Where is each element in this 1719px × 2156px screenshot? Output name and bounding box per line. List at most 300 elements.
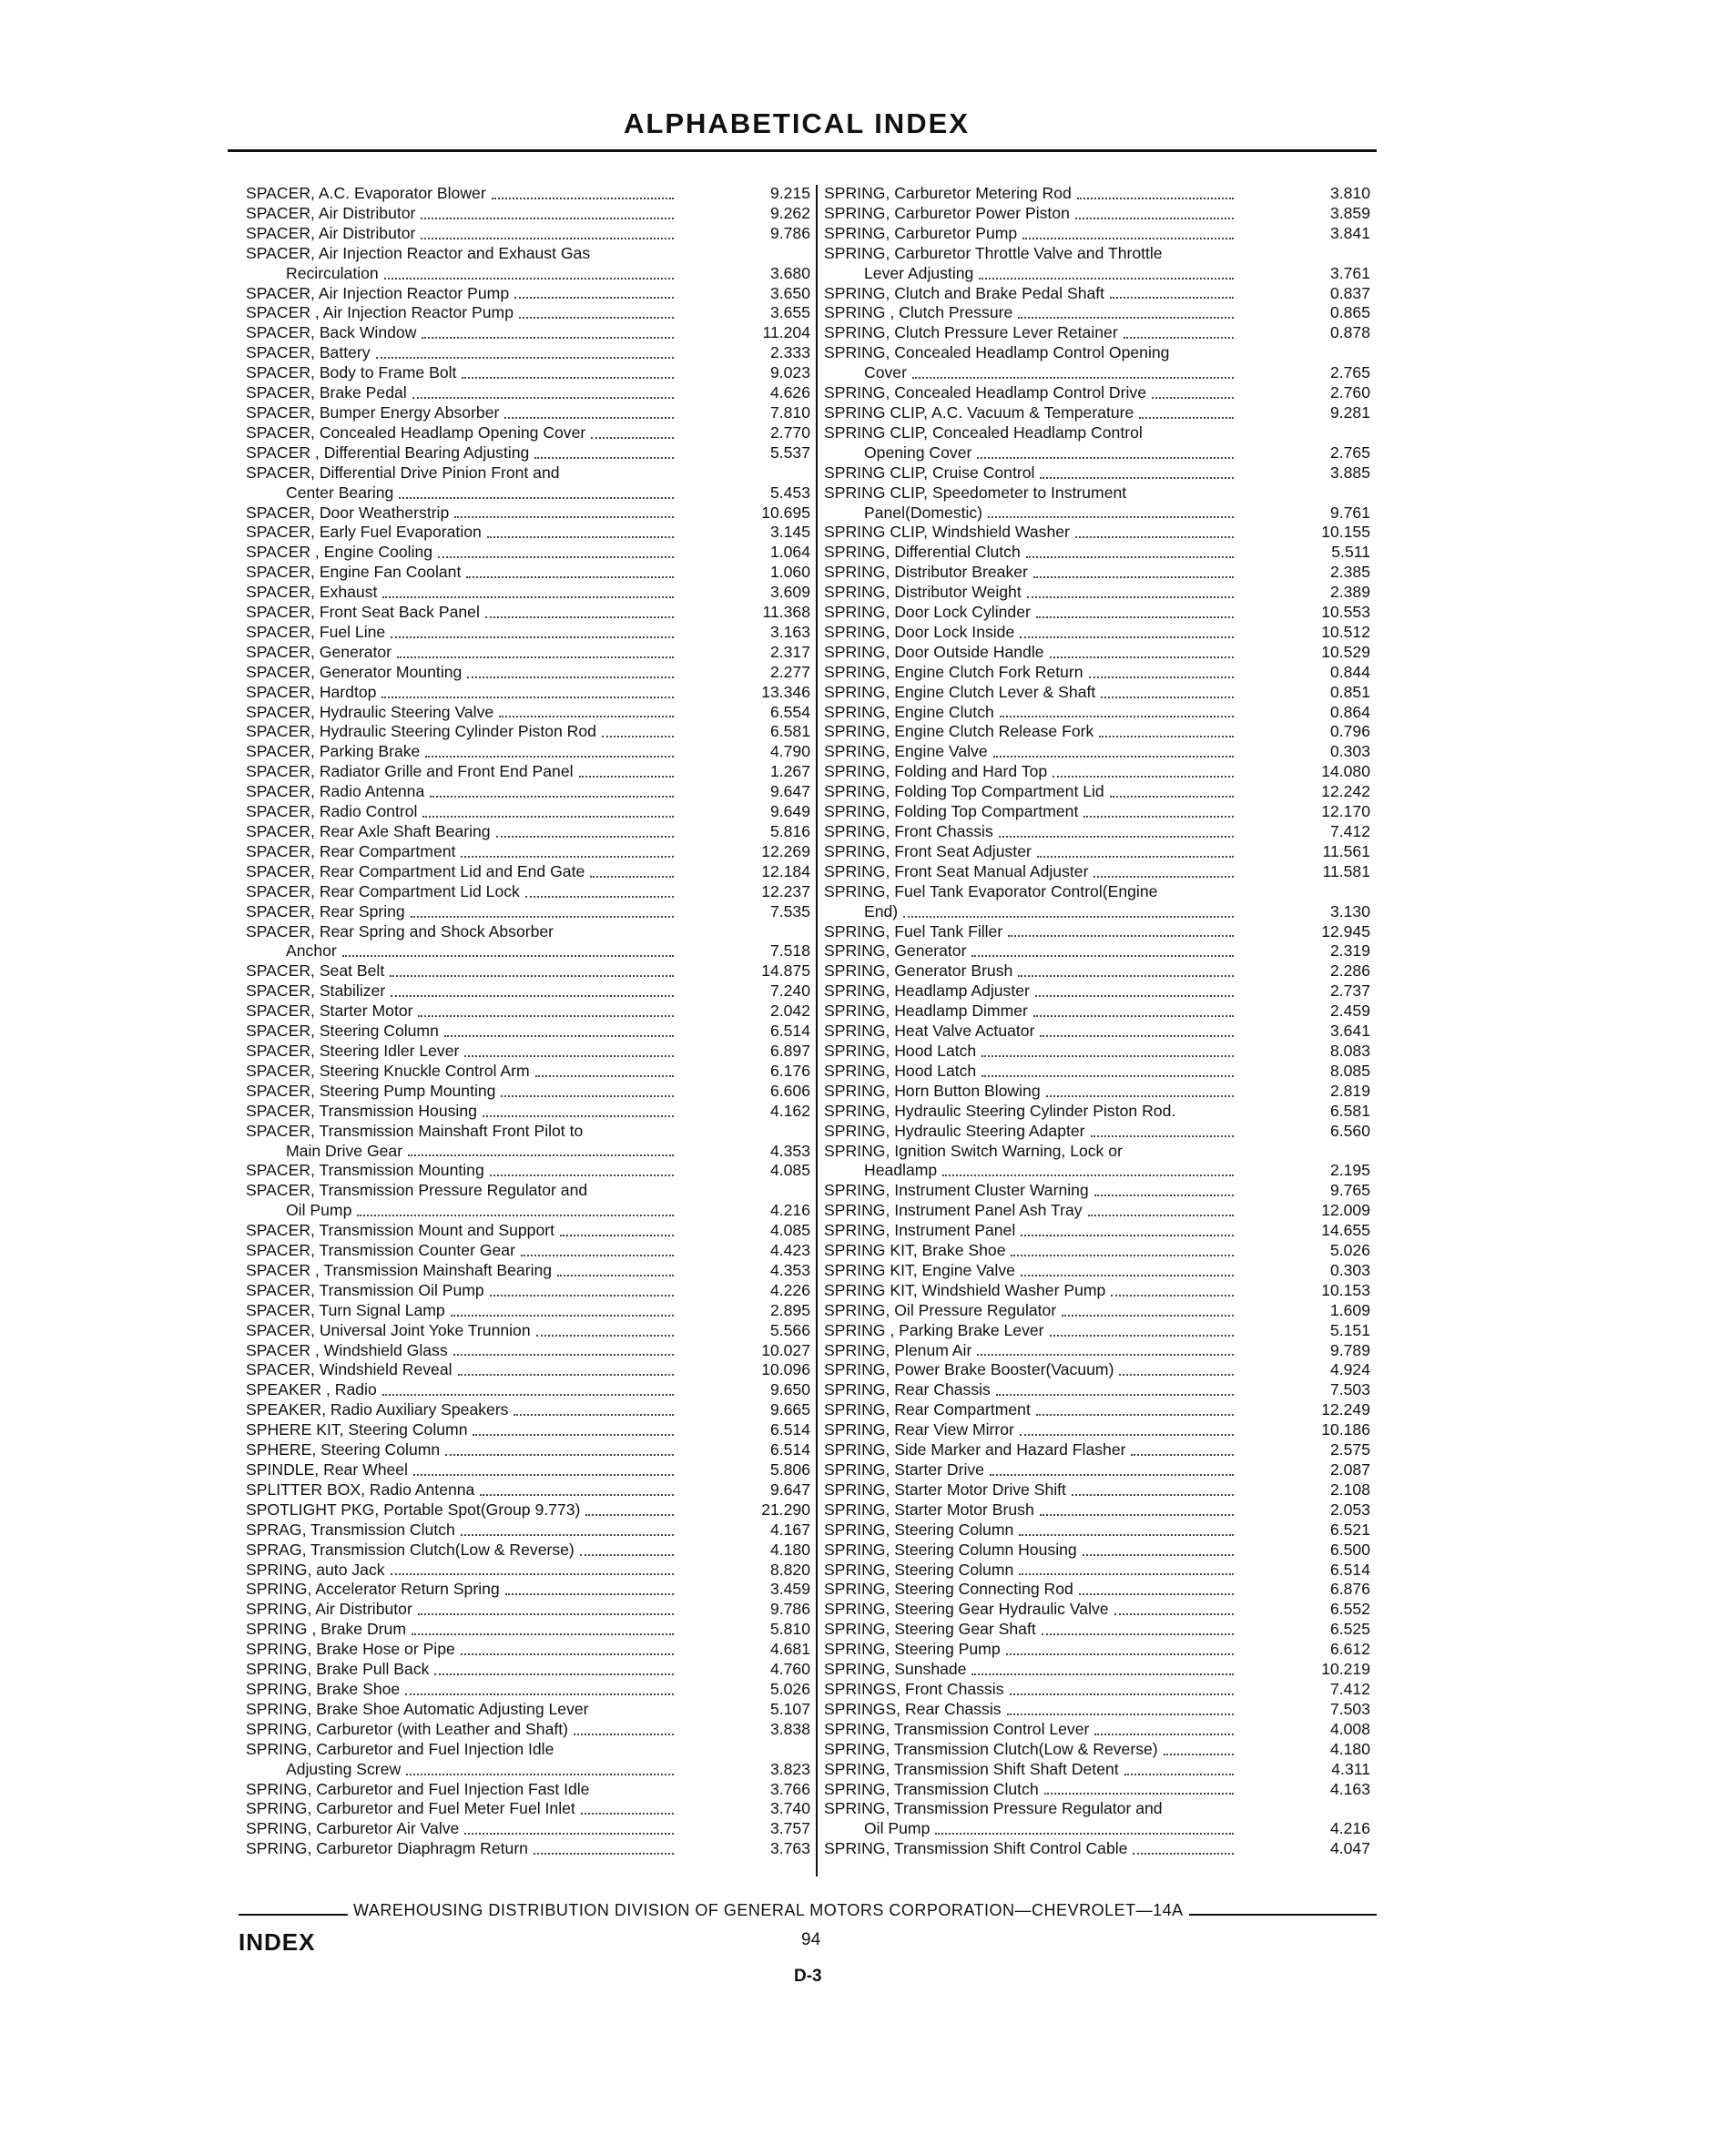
entry-label: SPACER, Back Window [246, 323, 417, 342]
entry-label: Lever Adjusting [864, 263, 974, 282]
index-entry [824, 1520, 1370, 1541]
entry-label: SPRING, Fuel Tank Filler [824, 921, 1003, 941]
dot-leader [1131, 1454, 1234, 1456]
dot-leader [1072, 1494, 1234, 1496]
entry-label: SPACER , Transmission Mainshaft Bearing [246, 1260, 553, 1279]
index-entry [824, 981, 1370, 1002]
entry-label: SPACER, Parking Brake [246, 742, 421, 761]
entry-label: Panel(Domestic) [864, 503, 983, 522]
dot-leader [451, 1315, 674, 1317]
entry-label: SPACER, Generator Mounting [246, 662, 463, 681]
index-entry [824, 403, 1370, 423]
dot-leader [1124, 1774, 1234, 1775]
index-entry [246, 1122, 810, 1142]
entry-label: SPACER, Air Injection Reactor and Exhaust Gas [246, 243, 591, 262]
entry-page-ref: 10.096 [761, 1360, 810, 1379]
dot-leader [1088, 1215, 1234, 1216]
index-entry [246, 224, 810, 244]
dot-leader [1164, 1754, 1234, 1755]
dot-leader [1011, 1255, 1234, 1256]
index-entry [824, 483, 1370, 503]
dot-leader [445, 1454, 674, 1456]
dot-leader [1040, 1514, 1234, 1516]
index-entry [246, 882, 810, 902]
right-index-column [824, 184, 1370, 1859]
dot-leader [485, 616, 674, 618]
index-entry [824, 1460, 1370, 1480]
index-entry [824, 503, 1370, 524]
index-entry [824, 722, 1370, 742]
dot-leader [473, 1434, 674, 1436]
index-entry [824, 1082, 1370, 1102]
entry-label: SPRING, Headlamp Dimmer [824, 1002, 1028, 1021]
dot-leader [492, 198, 674, 199]
entry-label: SPACER, Rear Axle Shaft Bearing [246, 822, 491, 840]
index-entry [246, 264, 810, 284]
dot-leader [1035, 995, 1234, 997]
index-entry [824, 423, 1370, 443]
entry-label: SPRING, Accelerator Return Spring [246, 1580, 500, 1599]
entry-page-ref: 3.163 [769, 622, 810, 641]
entry-page-ref: 7.810 [769, 402, 810, 422]
footer-rule-left [239, 1914, 348, 1916]
entry-page-ref: 4.626 [769, 383, 810, 402]
dot-leader [1018, 317, 1234, 319]
entry-page-ref: 5.806 [769, 1460, 810, 1479]
entry-page-ref: 3.130 [1329, 901, 1370, 920]
entry-label: SPRING, Engine Valve [824, 742, 988, 761]
entry-label: SPRING, Transmission Clutch [824, 1779, 1039, 1798]
entry-page-ref: 7.535 [769, 901, 810, 920]
index-entry [246, 703, 810, 723]
index-entry [824, 1400, 1370, 1420]
dot-leader [942, 1175, 1234, 1176]
entry-page-ref: 12.170 [1321, 802, 1370, 821]
entry-page-ref: 7.518 [769, 941, 810, 961]
dot-leader [412, 397, 674, 399]
index-entry [824, 822, 1370, 842]
entry-page-ref: 0.844 [1329, 662, 1370, 681]
index-entry [246, 1700, 810, 1720]
entry-label: Recirculation [286, 263, 379, 282]
index-entry [246, 284, 810, 304]
dot-leader [1077, 198, 1234, 199]
entry-page-ref: 2.319 [1329, 941, 1370, 961]
index-entry [246, 1819, 810, 1839]
index-entry [824, 1600, 1370, 1620]
entry-page-ref: 1.064 [769, 543, 810, 562]
dot-leader [464, 1055, 674, 1057]
entry-label: SPRING, Carburetor and Fuel Meter Fuel Inlet [246, 1799, 575, 1818]
entry-page-ref: 4.085 [769, 1161, 810, 1180]
dot-leader [1089, 676, 1234, 678]
entry-page-ref: 0.878 [1329, 323, 1370, 342]
index-entry [824, 184, 1370, 204]
dot-leader [418, 1015, 674, 1017]
index-entry [824, 961, 1370, 981]
entry-page-ref: 2.819 [1329, 1081, 1370, 1100]
entry-label: SPACER, Differential Drive Pinion Front and [246, 463, 560, 482]
entry-page-ref: 2.277 [769, 662, 810, 681]
index-entry [246, 1600, 810, 1620]
entry-label: SPRING KIT, Brake Shoe [824, 1241, 1006, 1260]
index-entry [246, 184, 810, 204]
entry-label: SPRING, Engine Clutch Release Fork [824, 722, 1094, 741]
entry-page-ref: 4.423 [769, 1241, 810, 1260]
index-entry [824, 782, 1370, 802]
entry-page-ref: 4.085 [769, 1221, 810, 1240]
entry-page-ref: 7.412 [1329, 822, 1370, 840]
index-entry [246, 941, 810, 961]
dot-leader [977, 457, 1234, 459]
entry-page-ref: 6.554 [769, 702, 810, 721]
entry-page-ref: 10.186 [1321, 1420, 1370, 1439]
index-entry [824, 204, 1370, 224]
entry-page-ref: 3.838 [769, 1719, 810, 1738]
entry-label: SPRING, Power Brake Booster(Vacuum) [824, 1360, 1114, 1379]
entry-label: SPRING, Brake Shoe [246, 1679, 401, 1698]
index-entry [824, 1680, 1370, 1700]
entry-label: Center Bearing [286, 483, 394, 502]
index-entry [246, 523, 810, 543]
entry-label: SPHERE, Steering Column [246, 1440, 441, 1459]
index-entry [246, 961, 810, 981]
entry-label: SPACER, Hydraulic Steering Cylinder Piston Rod [246, 722, 596, 741]
entry-label: SPRING, Steering Pump [824, 1640, 1001, 1659]
dot-leader [453, 1354, 674, 1356]
index-entry [824, 1102, 1370, 1122]
entry-page-ref: 5.026 [769, 1679, 810, 1698]
entry-label: SPRING, Starter Drive [824, 1460, 984, 1479]
entry-label: SPRING, Engine Clutch Lever & Shaft [824, 682, 1096, 701]
entry-label: SPRING CLIP, Speedometer to Instrument [824, 483, 1127, 502]
entry-page-ref: 8.083 [1329, 1041, 1370, 1060]
entry-label: SPRING, Starter Motor Brush [824, 1500, 1034, 1519]
entry-label: SPRING, Instrument Panel [824, 1221, 1016, 1240]
index-entry [824, 1780, 1370, 1800]
entry-label: SPEAKER, Radio Auxiliary Speakers [246, 1400, 509, 1419]
entry-label: Opening Cover [864, 442, 972, 462]
entry-label: End) [864, 901, 899, 920]
entry-page-ref: 1.060 [769, 563, 810, 582]
index-entry [246, 503, 810, 524]
dot-leader [591, 437, 674, 439]
dot-leader [357, 1215, 674, 1216]
entry-page-ref: 4.180 [769, 1540, 810, 1559]
index-entry [246, 1839, 810, 1859]
dot-leader [421, 218, 674, 219]
dot-leader [430, 796, 674, 798]
index-entry [824, 1380, 1370, 1400]
entry-page-ref: 2.042 [769, 1002, 810, 1021]
dot-leader [990, 1474, 1234, 1476]
entry-label: SPRING, Hydraulic Steering Adapter [824, 1121, 1085, 1140]
index-entry [246, 742, 810, 762]
entry-label: SPACER, Transmission Pressure Regulator and [246, 1181, 588, 1200]
index-entry [824, 1201, 1370, 1221]
entry-label: SPACER, Transmission Oil Pump [246, 1280, 484, 1299]
index-entry [824, 802, 1370, 822]
dot-leader [499, 716, 674, 717]
dot-leader [1152, 397, 1234, 399]
index-entry [824, 443, 1370, 463]
entry-label: Headlamp [864, 1161, 938, 1180]
index-entry [824, 1660, 1370, 1680]
entry-page-ref: 3.609 [769, 583, 810, 602]
entry-page-ref: 3.740 [769, 1799, 810, 1818]
entry-label: SPACER, Steering Idler Lever [246, 1041, 460, 1060]
index-entry [246, 1261, 810, 1281]
entry-label: SPACER, Air Distributor [246, 223, 416, 242]
entry-label: SPRING, Distributor Weight [824, 583, 1022, 602]
dot-leader [1033, 576, 1234, 578]
page-code: D-3 [794, 1967, 822, 1986]
entry-label: SPRING, Generator Brush [824, 961, 1013, 981]
entry-label: SPRING , Parking Brake Lever [824, 1320, 1044, 1339]
entry-label: SPACER, Starter Motor [246, 1002, 413, 1021]
entry-page-ref: 3.650 [769, 283, 810, 302]
entry-label: Anchor [286, 941, 337, 961]
entry-page-ref: 2.087 [1329, 1460, 1370, 1479]
entry-page-ref: 5.566 [769, 1320, 810, 1339]
index-entry [824, 1760, 1370, 1780]
dot-leader [391, 1573, 674, 1575]
index-entry [246, 1321, 810, 1341]
index-entry [246, 1022, 810, 1042]
entry-page-ref: 2.317 [769, 642, 810, 661]
entry-label: SPACER, Body to Frame Bolt [246, 363, 457, 382]
entry-label: SPRING, auto Jack [246, 1560, 385, 1579]
index-label: INDEX [239, 1928, 316, 1956]
entry-page-ref: 3.763 [769, 1839, 810, 1858]
entry-label: SPACER, Transmission Mounting [246, 1161, 484, 1180]
index-entry [246, 1660, 810, 1680]
entry-label: SPRING , Clutch Pressure [824, 303, 1013, 322]
entry-page-ref: 6.581 [769, 722, 810, 741]
index-entry [246, 583, 810, 603]
dot-leader [504, 417, 674, 419]
dot-leader [1027, 596, 1234, 598]
entry-page-ref: 2.389 [1329, 583, 1370, 602]
entry-page-ref: 4.216 [769, 1201, 810, 1220]
index-entry [246, 1620, 810, 1640]
entry-label: SPOTLIGHT PKG, Portable Spot(Group 9.773) [246, 1500, 581, 1519]
index-entry [824, 523, 1370, 543]
entry-label: Main Drive Gear [286, 1141, 403, 1160]
entry-label: SPACER, Radio Antenna [246, 782, 425, 801]
footer-text: WAREHOUSING DISTRIBUTION DIVISION OF GENERAL MOTORS CORPORATION—CHEVROLET—14A [353, 1901, 1184, 1919]
dot-leader [580, 1554, 674, 1556]
index-entry [824, 643, 1370, 663]
index-entry [246, 1520, 810, 1541]
dot-leader [1046, 1095, 1234, 1097]
dot-leader [1020, 1434, 1234, 1436]
dot-leader [979, 278, 1234, 280]
entry-label: Oil Pump [286, 1201, 352, 1220]
dot-leader [912, 377, 1234, 379]
entry-page-ref: 5.026 [1329, 1241, 1370, 1260]
entry-label: SPRING CLIP, A.C. Vacuum & Temperature [824, 402, 1134, 422]
dot-leader [1000, 716, 1234, 717]
entry-page-ref: 3.810 [1329, 184, 1370, 202]
index-entry [824, 1002, 1370, 1022]
dot-leader [487, 536, 674, 538]
entry-page-ref: 6.606 [769, 1081, 810, 1100]
entry-label: SPACER, Steering Column [246, 1022, 439, 1041]
entry-label: SPRING, Oil Pressure Regulator [824, 1300, 1057, 1319]
entry-label: SPACER, Radiator Grille and Front End Panel [246, 762, 574, 781]
entry-label: SPRING, Door Lock Inside [824, 622, 1015, 641]
entry-label: SPACER, Radio Control [246, 802, 418, 821]
index-entry [246, 443, 810, 463]
dot-leader [534, 1853, 674, 1855]
entry-page-ref: 12.184 [761, 861, 810, 880]
dot-leader [1093, 876, 1234, 878]
index-entry [246, 1201, 810, 1221]
index-entry [824, 543, 1370, 563]
index-entry [824, 1301, 1370, 1321]
dot-leader [399, 497, 674, 499]
entry-label: SPRING, Folding Top Compartment [824, 802, 1079, 821]
entry-label: SPACER, Rear Spring [246, 901, 405, 920]
index-entry [246, 204, 810, 224]
entry-page-ref: 5.453 [769, 483, 810, 502]
index-entry [824, 1720, 1370, 1740]
dot-leader [438, 556, 674, 558]
dot-leader [466, 576, 674, 578]
entry-label: SPACER, Door Weatherstrip [246, 503, 450, 522]
index-entry [246, 1241, 810, 1261]
index-entry [246, 862, 810, 882]
index-entry [246, 1400, 810, 1420]
entry-page-ref: 4.790 [769, 742, 810, 761]
entry-label: SPACER, Stabilizer [246, 981, 386, 1001]
index-entry [246, 423, 810, 443]
entry-page-ref: 11.368 [762, 603, 810, 622]
entry-page-ref: 14.655 [1321, 1221, 1370, 1240]
entry-page-ref: 5.511 [1331, 543, 1370, 562]
index-entry [824, 303, 1370, 323]
dot-leader [514, 297, 674, 299]
index-entry [246, 1580, 810, 1600]
index-entry [824, 563, 1370, 583]
entry-page-ref: 14.875 [761, 961, 810, 981]
dot-leader [1021, 1275, 1234, 1276]
entry-label: SPRING, Carburetor (with Leather and Shaft) [246, 1719, 568, 1738]
entry-page-ref: 5.810 [769, 1620, 810, 1639]
index-entry [246, 1780, 810, 1800]
entry-page-ref: 4.047 [1329, 1839, 1370, 1858]
index-entry [246, 1740, 810, 1760]
dot-leader [602, 736, 674, 737]
index-entry [824, 224, 1370, 244]
entry-label: SPRING, Hydraulic Steering Cylinder Piston Rod. [824, 1101, 1176, 1120]
index-entry [246, 643, 810, 663]
dot-leader [581, 1813, 674, 1815]
dot-leader [534, 457, 674, 459]
dot-leader [444, 1035, 674, 1037]
index-entry [246, 1042, 810, 1062]
entry-label: SPACER, Hydraulic Steering Valve [246, 702, 494, 721]
index-entry [246, 663, 810, 683]
entry-label: SPRING, Transmission Shift Control Cable [824, 1839, 1128, 1858]
entry-page-ref: 3.823 [769, 1759, 810, 1778]
entry-label: SPACER, A.C. Evaporator Blower [246, 184, 486, 202]
index-entry [824, 1321, 1370, 1341]
entry-label: SPRING, Transmission Shift Shaft Detent [824, 1759, 1119, 1778]
entry-page-ref: 21.290 [761, 1500, 810, 1519]
dot-leader [903, 916, 1234, 918]
dot-leader [1010, 1693, 1235, 1695]
dot-leader [1110, 297, 1234, 299]
index-entry [246, 1062, 810, 1082]
index-entry [824, 1839, 1370, 1859]
index-entry [246, 722, 810, 742]
entry-page-ref: 9.765 [1329, 1181, 1370, 1200]
dot-leader [1022, 238, 1234, 239]
entry-page-ref: 10.155 [1321, 523, 1370, 542]
entry-label: SPACER, Air Injection Reactor Pump [246, 283, 510, 302]
index-entry [246, 981, 810, 1002]
entry-page-ref: 2.286 [1329, 961, 1370, 981]
index-entry [246, 1760, 810, 1780]
entry-page-ref: 10.512 [1321, 622, 1370, 641]
dot-leader [496, 836, 674, 838]
entry-page-ref: 2.895 [769, 1300, 810, 1319]
index-entry [824, 842, 1370, 862]
entry-label: SPRING CLIP, Cruise Control [824, 463, 1035, 482]
index-entry [824, 1480, 1370, 1500]
entry-label: SPRING, Carburetor Air Valve [246, 1819, 460, 1838]
entry-label: SPACER, Brake Pedal [246, 383, 407, 402]
dot-leader [382, 596, 674, 598]
entry-label: SPRING, Clutch and Brake Pedal Shaft [824, 283, 1105, 302]
entry-page-ref: 13.346 [761, 682, 810, 701]
dot-leader [490, 1175, 674, 1176]
entry-page-ref: 2.760 [1329, 383, 1370, 402]
entry-label: Adjusting Screw [286, 1759, 402, 1778]
entry-page-ref: 2.765 [1329, 442, 1370, 462]
entry-page-ref: 7.240 [769, 981, 810, 1001]
index-entry [246, 1680, 810, 1700]
entry-page-ref: 10.529 [1321, 642, 1370, 661]
entry-label: SPRING, Door Lock Cylinder [824, 603, 1031, 622]
entry-label: SPACER, Turn Signal Lamp [246, 1300, 445, 1319]
index-entry [246, 1799, 810, 1819]
dot-leader [376, 357, 674, 359]
dot-leader [1008, 935, 1234, 937]
entry-page-ref: 4.163 [1329, 1779, 1370, 1798]
dot-leader [1111, 1295, 1234, 1297]
index-entry [246, 822, 810, 842]
index-entry [824, 1580, 1370, 1600]
entry-page-ref: 6.176 [769, 1061, 810, 1080]
index-entry [246, 683, 810, 703]
entry-page-ref: 5.151 [1329, 1320, 1370, 1339]
dot-leader [480, 1494, 674, 1496]
entry-page-ref: 12.249 [1321, 1400, 1370, 1419]
index-entry [824, 1161, 1370, 1181]
dot-leader [390, 975, 674, 977]
entry-page-ref: 3.841 [1329, 223, 1370, 242]
index-entry [246, 1002, 810, 1022]
entry-page-ref: 10.553 [1321, 603, 1370, 622]
entry-page-ref: 3.680 [769, 263, 810, 282]
index-entry [824, 882, 1370, 902]
entry-page-ref: 9.761 [1329, 503, 1370, 522]
dot-leader [501, 1095, 674, 1097]
entry-label: SPRING, Rear Chassis [824, 1380, 991, 1399]
